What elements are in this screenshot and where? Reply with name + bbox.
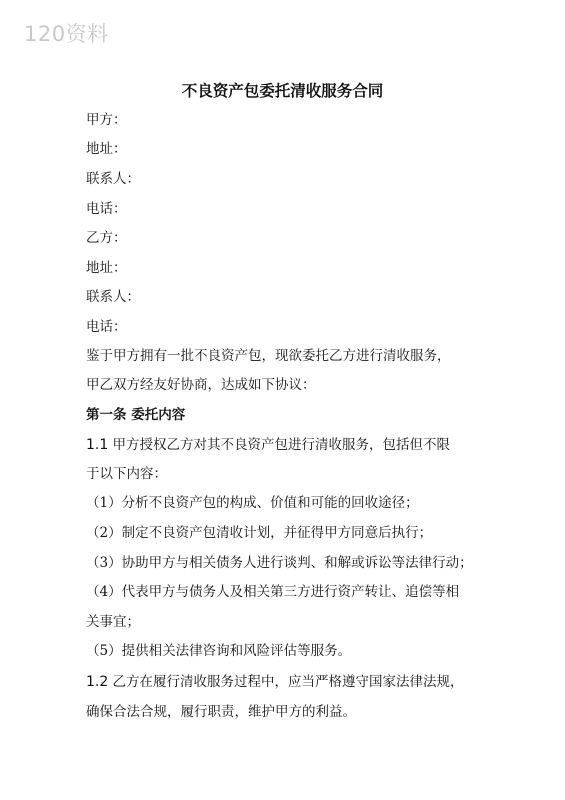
list-item-continuation: 关事宜； [86, 614, 140, 630]
clause-1-2-text: 乙方在履行清收服务过程中，应当严格遵守国家法律法规， [108, 674, 464, 690]
watermark: 120资料 [24, 22, 109, 46]
list-item: （2）制定不良资产包清收计划，并征得甲方同意后执行； [86, 525, 433, 541]
clause-1-2-number: 1.2 [86, 674, 109, 690]
list-item: （3）协助甲方与相关债务人进行谈判、和解或诉讼等法律行动； [86, 555, 473, 571]
clause-1-1-line-2: 于以下内容： [86, 466, 167, 482]
party-b-phone: 电话： [86, 319, 127, 335]
party-a-contact: 联系人： [86, 171, 140, 187]
contract-title: 不良资产包委托清收服务合同 [181, 82, 384, 100]
preamble-line-1: 鉴于甲方拥有一批不良资产包，现欲委托乙方进行清收服务， [86, 348, 451, 364]
clause-1-1-text: 甲方授权乙方对其不良资产包进行清收服务，包括但不限 [108, 437, 451, 453]
list-item: （1）分析不良资产包的构成、价值和可能的回收途径； [86, 495, 419, 511]
party-b-contact: 联系人： [86, 289, 140, 305]
list-item: （4）代表甲方与债务人及相关第三方进行资产转让、追偿等相 [86, 584, 460, 600]
article-1-heading: 第一条 委托内容 [86, 407, 186, 423]
party-b-label: 乙方： [86, 230, 127, 246]
clause-1-2-line-2: 确保合法合规，履行职责，维护甲方的利益。 [86, 704, 356, 720]
clause-1-2-line-1 [86, 673, 464, 691]
preamble-line-2: 甲乙双方经友好协商，达成如下协议： [86, 377, 316, 393]
clause-1-1-line-1 [86, 436, 450, 454]
party-a-phone: 电话： [86, 201, 127, 217]
list-item: （5）提供相关法律咨询和风险评估等服务。 [86, 643, 352, 659]
party-b-address: 地址： [86, 260, 127, 276]
clause-1-1-number: 1.1 [86, 437, 109, 453]
party-a-label: 甲方： [86, 112, 127, 128]
party-a-address: 地址： [86, 141, 127, 157]
